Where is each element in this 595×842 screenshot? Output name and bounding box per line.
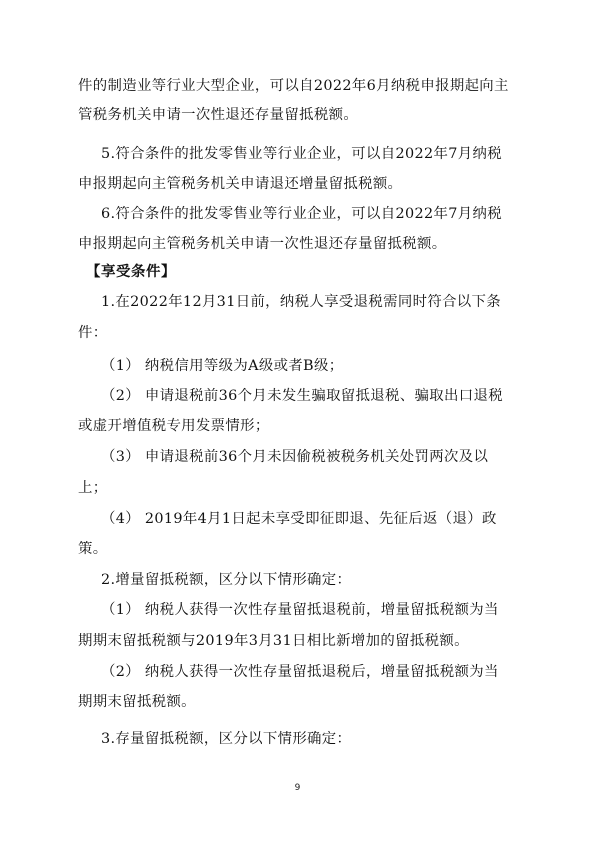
- section-heading: 【享受条件】: [86, 264, 176, 280]
- text-line-5: 6.符合条件的批发零售业等行业企业，可以自2022年7月纳税: [101, 206, 502, 222]
- text-line-19: 期期末留抵税额与2019年3月31日相比新增加的留抵税额。: [78, 633, 469, 649]
- text-line-17: 2.增量留抵税额，区分以下情形确定：: [101, 572, 352, 588]
- text-line-3: 5.符合条件的批发零售业等行业企业，可以自2022年7月纳税: [101, 146, 502, 162]
- text-line-2: 管税务机关申请一次性退还存量留抵税额。: [78, 107, 359, 123]
- text-line-9: 件：: [78, 325, 108, 341]
- text-line-6: 申报期起向主管税务机关申请一次性退还存量留抵税额。: [78, 236, 447, 252]
- text-line-10: （1） 纳税信用等级为A级或者B级；: [101, 358, 344, 374]
- page-number: 9: [294, 783, 301, 793]
- text-line-8: 1.在2022年12月31日前，纳税人享受退税需同时符合以下条: [101, 294, 502, 310]
- text-line-14: 上；: [78, 480, 108, 496]
- text-line-1: 件的制造业等行业大型企业，可以自2022年6月纳税申报期起向主: [78, 78, 509, 94]
- text-line-21: 期期末留抵税额。: [78, 694, 196, 710]
- text-line-11: （2） 申请退税前36个月未发生骗取留抵退税、骗取出口退税: [101, 388, 503, 404]
- text-line-18: （1） 纳税人获得一次性存量留抵退税前，增量留抵税额为当: [101, 602, 499, 618]
- text-line-13: （3） 申请退税前36个月未因偷税被税务机关处罚两次及以: [101, 449, 489, 465]
- text-line-22: 3.存量留抵税额，区分以下情形确定：: [101, 731, 352, 747]
- text-line-15: （4） 2019年4月1日起未享受即征即退、先征后返（退）政: [101, 511, 497, 527]
- text-line-4: 申报期起向主管税务机关申请退还增量留抵税额。: [78, 176, 403, 192]
- text-line-20: （2） 纳税人获得一次性存量留抵退税后，增量留抵税额为当: [101, 664, 499, 680]
- text-line-16: 策。: [78, 541, 108, 557]
- text-line-12: 或虚开增值税专用发票情形；: [78, 418, 270, 434]
